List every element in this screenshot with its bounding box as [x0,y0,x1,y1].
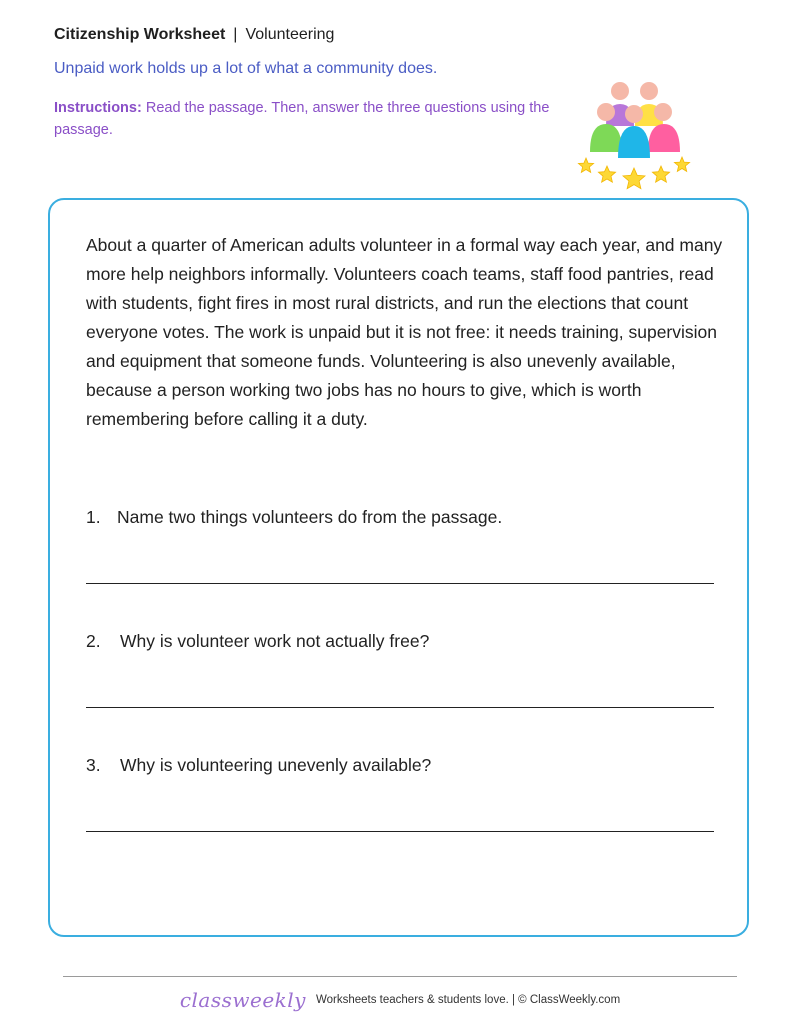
footer [0,988,800,1012]
worksheet-topic: Volunteering [245,26,335,43]
title-separator: | [233,26,238,43]
answer-line-2[interactable] [86,707,714,708]
footer-divider [63,976,737,977]
footer-tagline: Worksheets teachers & students love. | © ClassWeekly.com [315,994,621,1006]
question-3 [86,755,431,776]
question-2-number: 2. [86,631,101,651]
question-3-text: Why is volunteering unevenly available? [120,755,432,775]
instructions-label: Instructions: [54,100,142,116]
worksheet-title [54,26,334,44]
question-1-number: 1. [86,507,101,527]
answer-line-3[interactable] [86,831,714,832]
worksheet-subject: Citizenship Worksheet [54,26,226,43]
question-1 [86,507,502,528]
question-2-text: Why is volunteer work not actually free? [120,631,430,651]
question-2 [86,631,429,652]
instructions-text: Read the passage. Then, answer the three questions using the passage. [54,100,550,138]
question-3-number: 3. [86,755,101,775]
worksheet-subtitle: Unpaid work holds up a lot of what a community does. [54,60,438,77]
question-1-text: Name two things volunteers do from the passage. [117,507,503,527]
instructions [54,97,574,141]
classweekly-logo: classweekly [179,988,306,1012]
answer-line-1[interactable] [86,583,714,584]
volunteers-group-with-stars-icon [572,76,698,200]
reading-passage: About a quarter of American adults volunteer in a formal way each year, and many more help neighbors informally. Volunteers coach teams, staff food pantries, read with students, fight fires in most rural districts, and run the elections that count everyone votes. The work is unpaid but it is not free: it needs training, supervision and equipment that someone funds. Volunteering is also unevenly available, because a person working two jobs has no hours to give, which is worth remembering before calling it a duty. [86,235,723,429]
